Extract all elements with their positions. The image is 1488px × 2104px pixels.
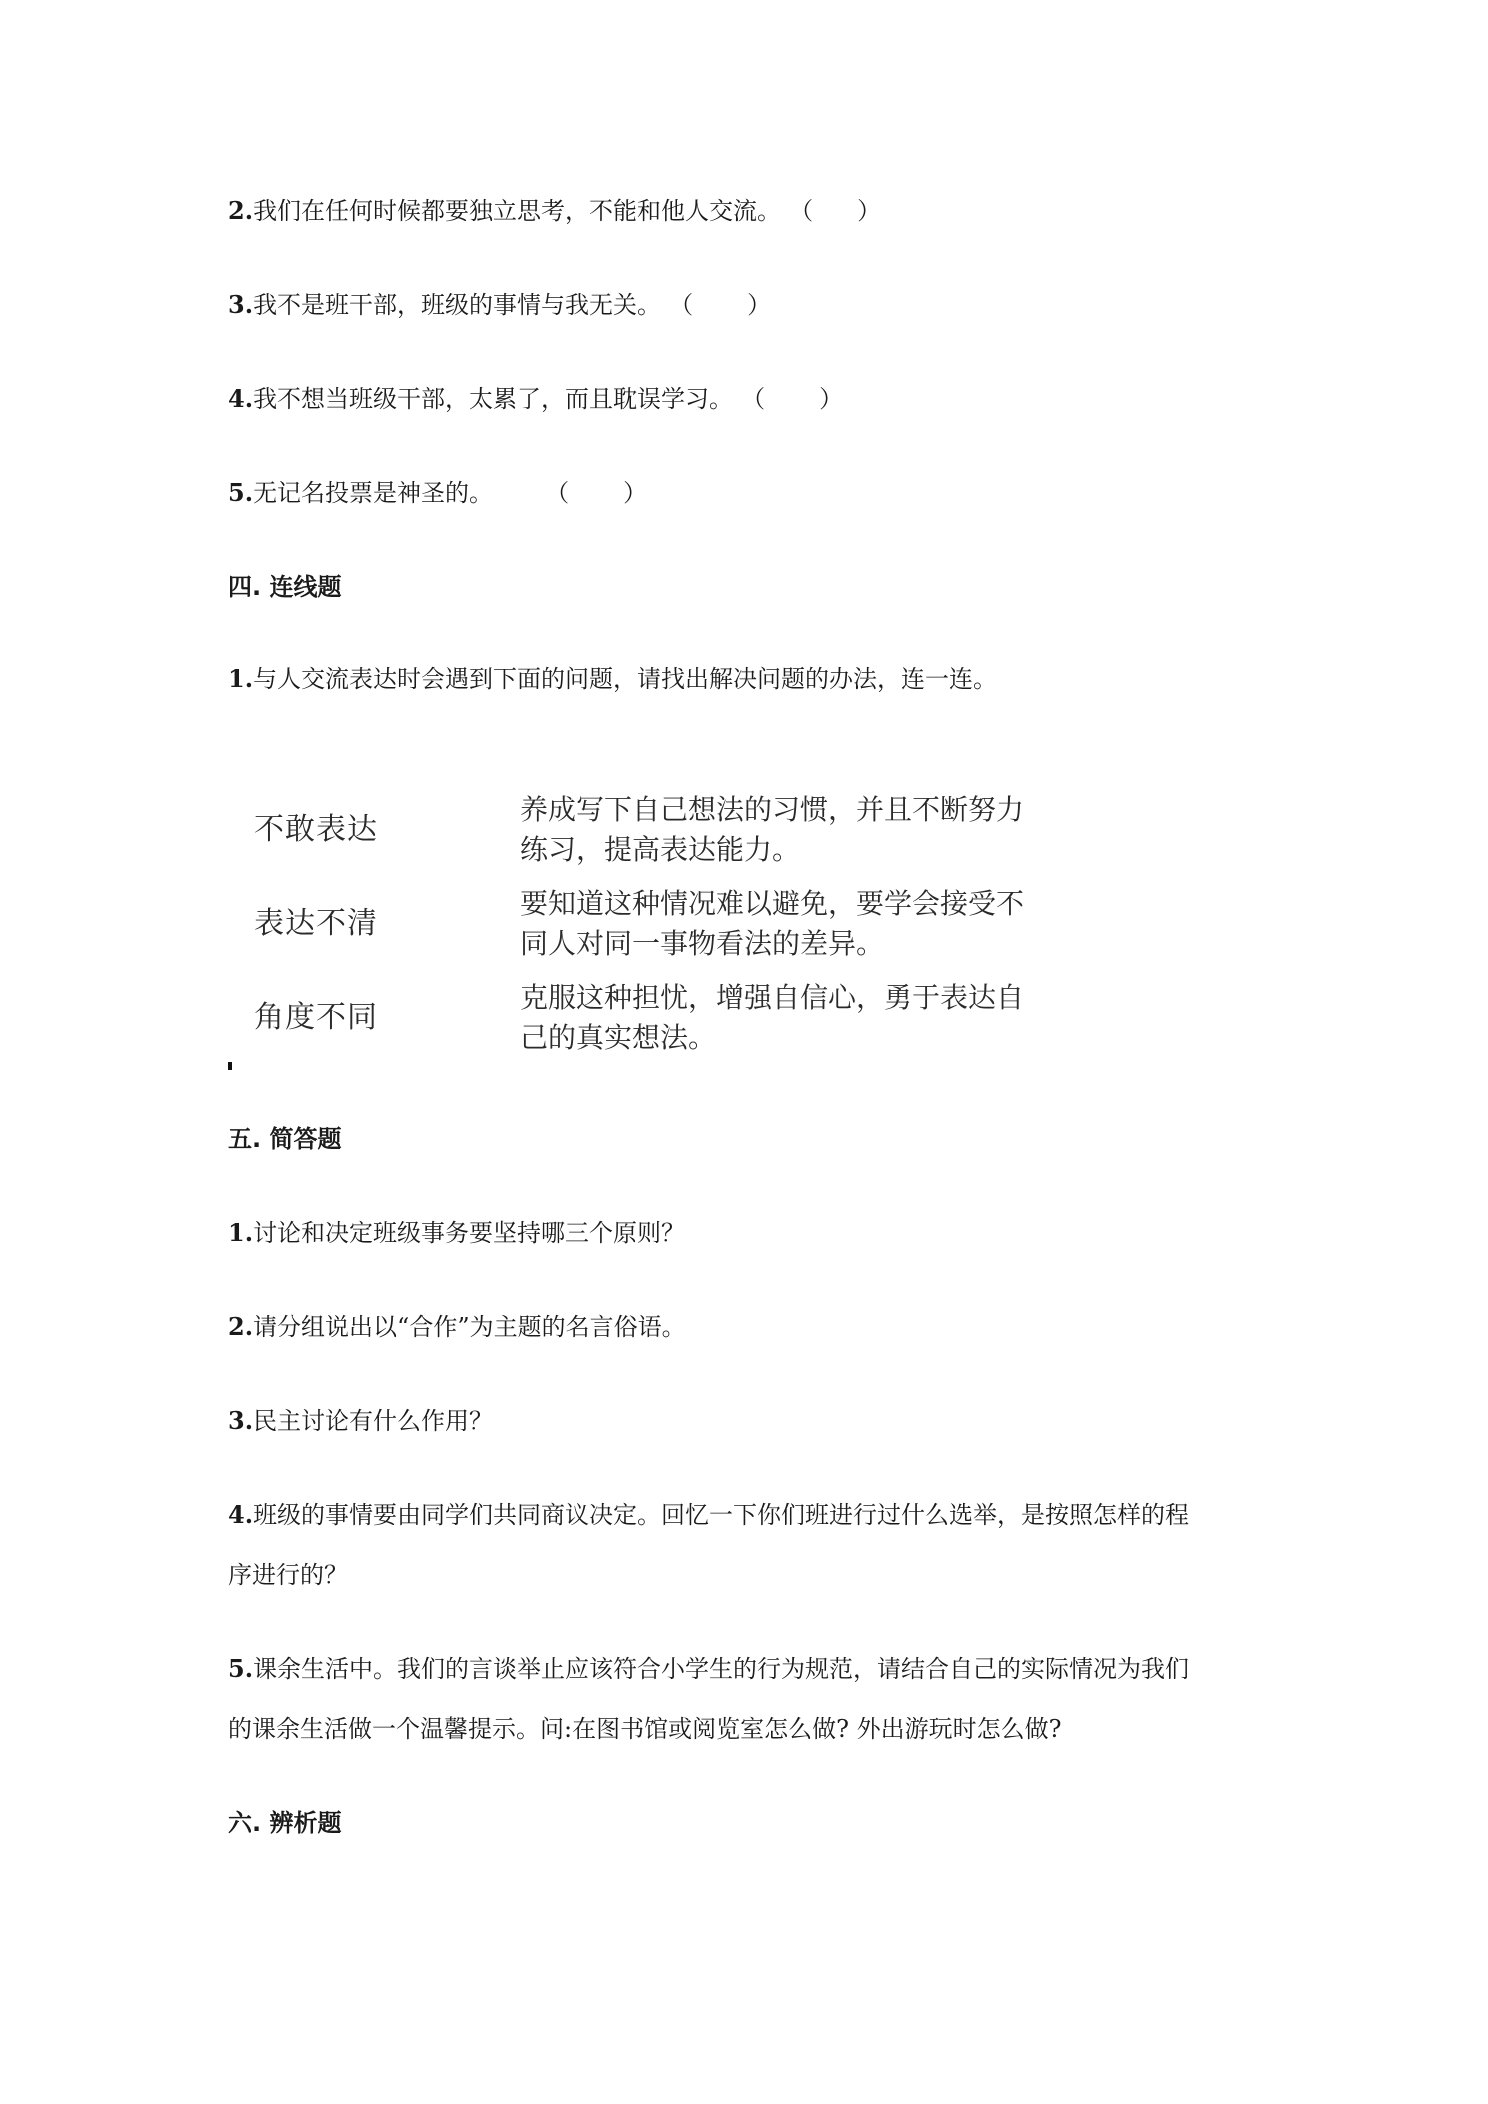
section-4-title: 四. 连线题 [228, 573, 342, 601]
section-6-title: 六. 辨析题 [228, 1809, 342, 1837]
item-number: 2. [228, 196, 254, 225]
answer-blank[interactable]: （ ） [789, 197, 882, 225]
match-right-2-line-2: 同人对同一事物看法的差异。 [520, 927, 885, 960]
match-right-3-line-2: 己的真实想法。 [520, 1021, 717, 1054]
judge-item-5 [228, 478, 647, 508]
judge-item-2 [228, 196, 881, 226]
item-text: 与人交流表达时会遇到下面的问题，请找出解决问题的办法，连一连。 [253, 665, 998, 693]
match-right-3-line-1: 克服这种担忧，增强自信心，勇于表达自 [520, 981, 1025, 1014]
short-answer-5-continued: 的课余生活做一个温馨提示。问:在图书馆或阅览室怎么做? 外出游玩时怎么做? [228, 1715, 1062, 1743]
item-number: 3. [228, 1406, 254, 1435]
match-right-1[interactable] [520, 790, 1024, 870]
match-left-1[interactable]: 不敢表达 [254, 812, 378, 847]
short-answer-4 [228, 1500, 1189, 1530]
short-answer-4-continued: 序进行的？ [228, 1561, 348, 1589]
item-number: 4. [228, 1500, 254, 1529]
stray-mark [228, 1062, 232, 1070]
item-text: 无记名投票是神圣的。 [253, 479, 494, 507]
match-left-2[interactable]: 表达不清 [254, 906, 378, 941]
item-number: 1. [228, 1218, 254, 1247]
match-left-3[interactable]: 角度不同 [254, 1000, 378, 1035]
short-answer-1 [228, 1218, 685, 1248]
item-number: 1. [228, 664, 254, 693]
match-right-2-line-1: 要知道这种情况难以避免，要学会接受不 [520, 887, 1025, 920]
match-right-1-line-1: 养成写下自己想法的习惯，并且不断努力 [520, 793, 1025, 826]
item-number: 5. [228, 478, 254, 507]
item-text: 我不想当班级干部，太累了，而且耽误学习。 [253, 385, 734, 413]
item-text: 班级的事情要由同学们共同商议决定。回忆一下你们班进行过什么选举，是按照怎样的程 [253, 1501, 1190, 1529]
matching-table [228, 768, 1028, 1054]
judge-item-3 [228, 290, 771, 320]
match-right-3[interactable] [520, 978, 1024, 1058]
judge-item-4 [228, 384, 843, 414]
item-number: 3. [228, 290, 254, 319]
answer-blank[interactable]: （ ） [669, 291, 772, 319]
short-answer-2 [228, 1312, 686, 1342]
section-5-title: 五. 简答题 [228, 1125, 342, 1153]
short-answer-3 [228, 1406, 493, 1436]
item-text: 请分组说出以“合作”为主题的名言俗语。 [253, 1313, 686, 1341]
item-text: 课余生活中。我们的言谈举止应该符合小学生的行为规范，请结合自己的实际情况为我们 [253, 1655, 1190, 1683]
section-4-question-1 [228, 664, 997, 694]
item-number: 2. [228, 1312, 254, 1341]
match-right-2[interactable] [520, 884, 1024, 964]
item-text: 我不是班干部，班级的事情与我无关。 [253, 291, 662, 319]
item-text: 我们在任何时候都要独立思考，不能和他人交流。 [253, 197, 782, 225]
short-answer-5 [228, 1654, 1189, 1684]
item-text: 讨论和决定班级事务要坚持哪三个原则？ [253, 1219, 686, 1247]
answer-blank[interactable]: （ ） [545, 479, 648, 507]
item-number: 5. [228, 1654, 254, 1683]
item-number: 4. [228, 384, 254, 413]
answer-blank[interactable]: （ ） [741, 385, 844, 413]
item-text: 民主讨论有什么作用？ [253, 1407, 494, 1435]
match-right-1-line-2: 练习，提高表达能力。 [520, 833, 801, 866]
